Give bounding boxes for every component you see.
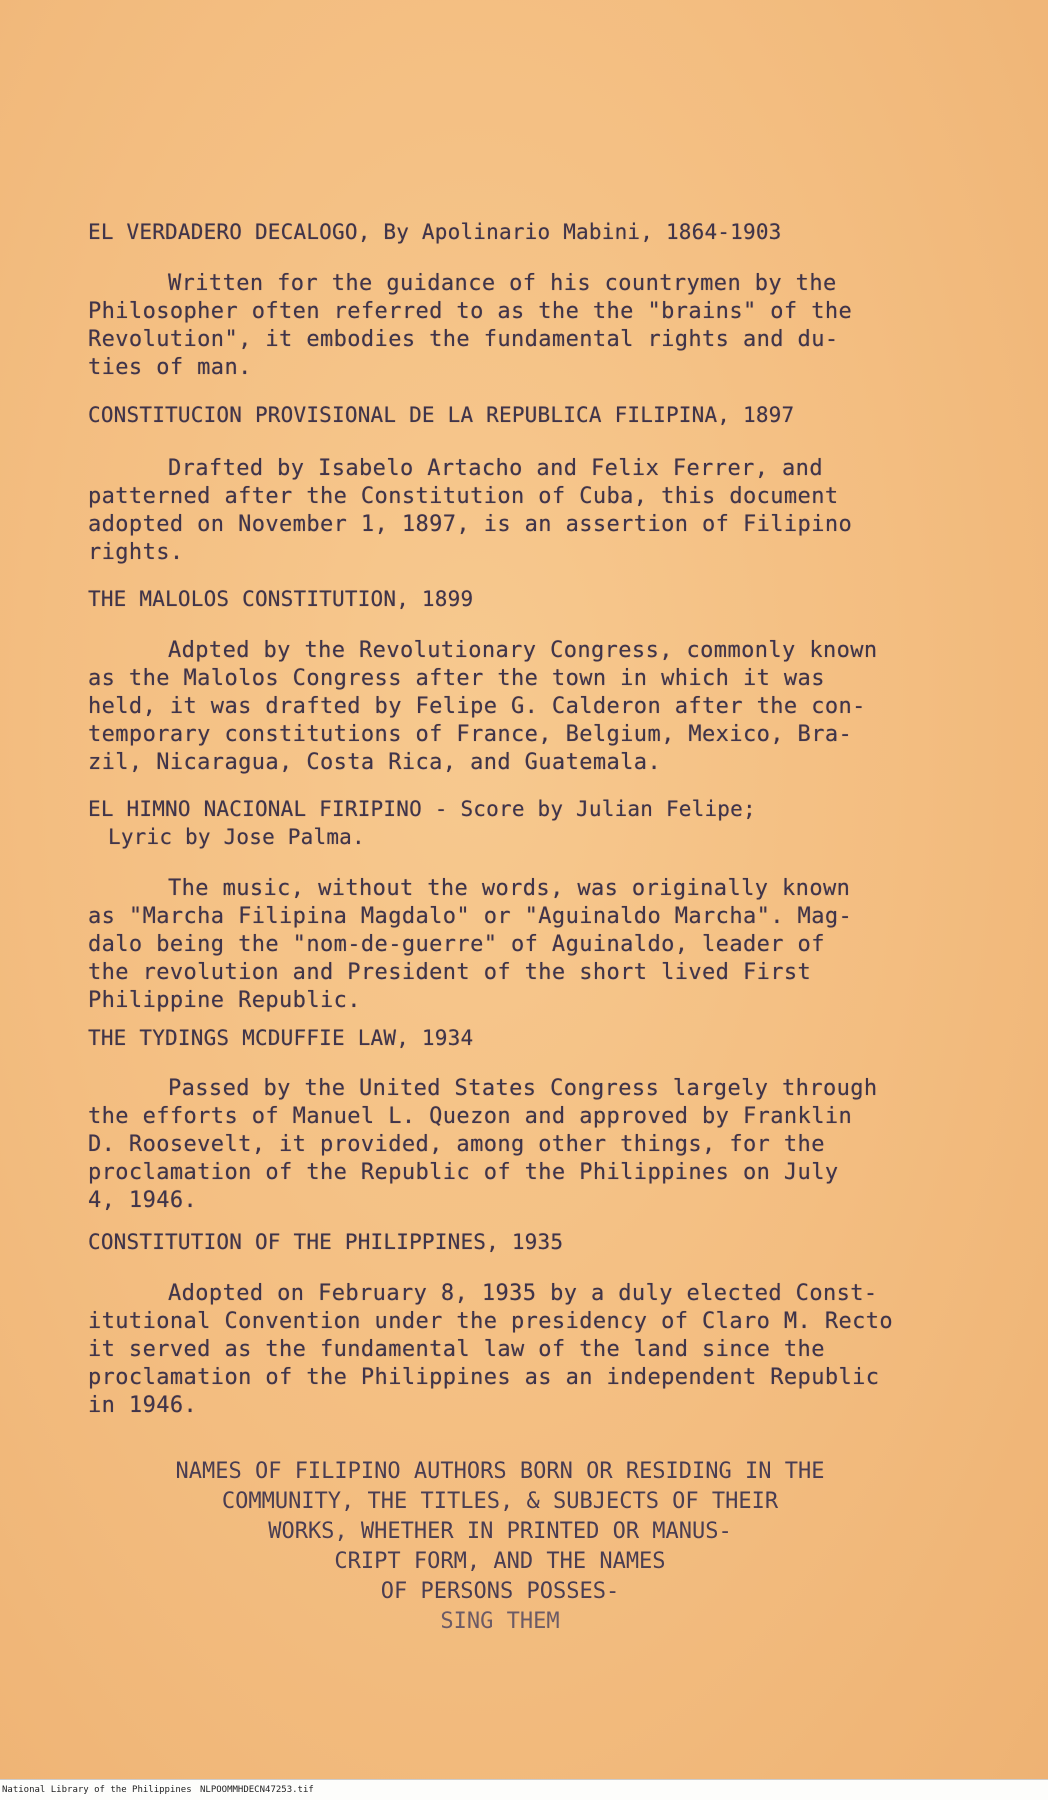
section-3-line-5: zil, Nicaragua, Costa Rica, and Guatemala.: [88, 750, 662, 775]
section-5-line-5: 4, 1946.: [88, 1188, 198, 1213]
section-1-line-1: Written for the guidance of his countrymen by the: [168, 271, 837, 296]
closing-line-1: NAMES OF FILIPINO AUTHORS BORN OR RESIDING IN THE: [175, 1459, 825, 1484]
closing-line-2: COMMUNITY, THE TITLES, & SUBJECTS OF THEIR: [221, 1489, 779, 1514]
section-5-line-3: D. Roosevelt, it provided, among other things, for the: [88, 1132, 825, 1157]
section-6-line-5: in 1946.: [88, 1393, 198, 1418]
closing-line-3: WORKS, WHETHER IN PRINTED OR MANUS-: [268, 1519, 732, 1544]
section-6-line-4: proclamation of the Philippines as an independent Republic: [88, 1365, 880, 1390]
section-2-line-2: patterned after the Constitution of Cuba, this document: [88, 484, 839, 509]
section-2-heading: CONSTITUCION PROVISIONAL DE LA REPUBLICA FILIPINA, 1897: [88, 403, 795, 427]
footer-library-label: National Library of the Philippines: [2, 1785, 192, 1795]
section-6-line-3: it served as the fundamental law of the land since the: [88, 1337, 825, 1362]
section-6-line-2: itutional Convention under the presidency of Claro M. Recto: [88, 1309, 894, 1334]
section-3-heading: THE MALOLOS CONSTITUTION, 1899: [88, 587, 474, 611]
section-5-line-1: Passed by the United States Congress largely through: [168, 1076, 878, 1101]
section-4-line-3: dalo being the "nom-de-guerre" of Aguinaldo, leader of: [88, 932, 825, 957]
section-2-line-3: adopted on November 1, 1897, is an assertion of Filipino: [88, 512, 853, 537]
closing-line-6: SING THEM: [440, 1609, 560, 1634]
section-3-line-2: as the Malolos Congress after the town in which it was: [88, 666, 825, 691]
closing-line-4: CRIPT FORM, AND THE NAMES: [334, 1549, 666, 1574]
section-1-line-4: ties of man.: [88, 355, 252, 380]
section-6-line-1: Adopted on February 8, 1935 by a duly elected Const-: [168, 1281, 878, 1306]
section-1-line-3: Revolution", it embodies the fundamental rights and du-: [88, 327, 839, 352]
section-2-line-4: rights.: [88, 540, 184, 565]
footer-file-label: NLPOOMMHDECN47253.tif: [200, 1785, 314, 1795]
section-4-line-2: as "Marcha Filipina Magdalo" or "Aguinaldo Marcha". Mag-: [88, 904, 853, 929]
section-4-heading: EL HIMNO NACIONAL FIRIPINO - Score by Julian Felipe;: [88, 797, 756, 821]
section-4-heading-2: Lyric by Jose Palma.: [108, 825, 365, 849]
section-1-heading: EL VERDADERO DECALOGO, By Apolinario Mabini, 1864-1903: [88, 220, 782, 244]
section-1-line-2: Philosopher often referred to as the the "brains" of the: [88, 299, 853, 324]
section-5-line-4: proclamation of the Republic of the Philippines on July: [88, 1160, 839, 1185]
scan-footer-bar: [0, 1779, 1048, 1800]
section-4-line-1: The music, without the words, was originally known: [168, 876, 851, 901]
section-3-line-1: Adpted by the Revolutionary Congress, commonly known: [168, 638, 878, 663]
section-6-heading: CONSTITUTION OF THE PHILIPPINES, 1935: [88, 1230, 564, 1254]
section-5-heading: THE TYDINGS MCDUFFIE LAW, 1934: [88, 1026, 474, 1050]
section-3-line-4: temporary constitutions of France, Belgium, Mexico, Bra-: [88, 722, 853, 747]
closing-line-5: OF PERSONS POSSES-: [380, 1579, 620, 1604]
section-4-line-5: Philippine Republic.: [88, 988, 361, 1013]
section-5-line-2: the efforts of Manuel L. Quezon and approved by Franklin: [88, 1104, 853, 1129]
section-4-line-4: the revolution and President of the short lived First: [88, 960, 812, 985]
section-3-line-3: held, it was drafted by Felipe G. Calderon after the con-: [88, 694, 866, 719]
section-2-line-1: Drafted by Isabelo Artacho and Felix Ferrer, and: [168, 456, 823, 481]
